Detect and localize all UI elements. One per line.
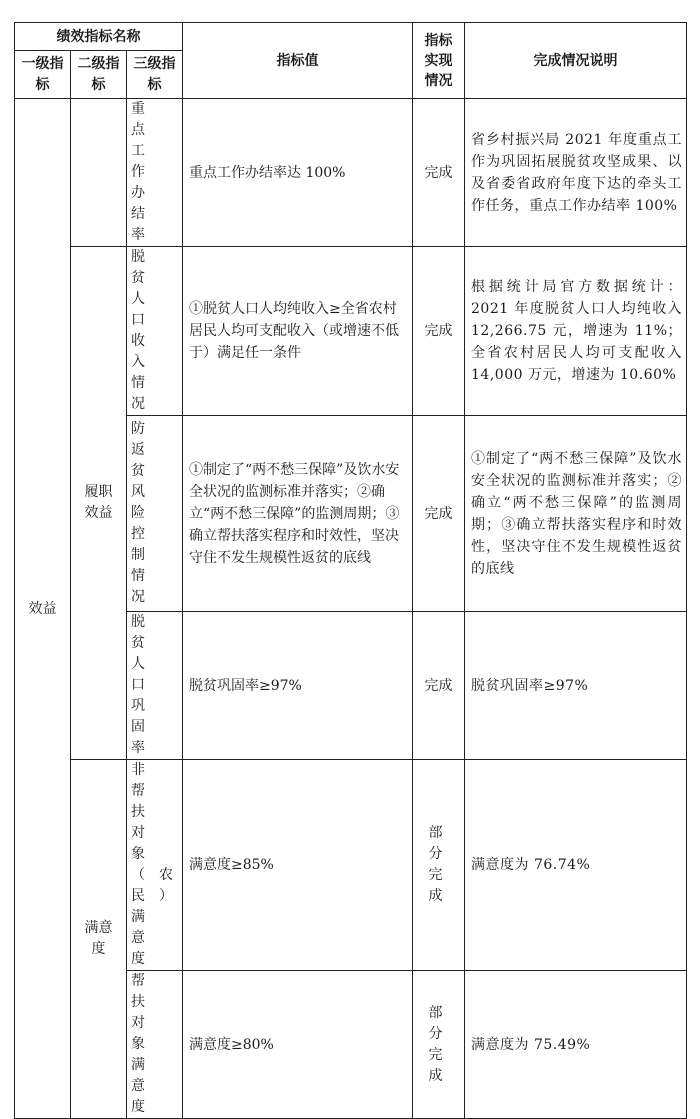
- status-cell: 完成: [413, 247, 465, 416]
- level2-duty-benefit: 履职效益: [71, 247, 127, 760]
- header-level2: 二级指标: [71, 51, 127, 99]
- level2-satisfaction: 满意度: [71, 760, 127, 1119]
- description-cell: 根据统计局官方数据统计：2021 年度脱贫人口人均纯收入 12,266.75 元，增速为 11%；全省农村居民人均可支配收入 14,000 万元，增速为 10.60%: [465, 247, 687, 416]
- indicator-value: ①制定了“两不愁三保障”及饮水安全状况的监测标准并落实；②确立“两不愁三保障”的监测周期；③确立帮扶落实程序和时效性，坚决守住不发生规模性返贫的底线: [183, 416, 413, 612]
- status-cell: 完成: [413, 99, 465, 247]
- status-cell: 部分完成: [413, 971, 465, 1119]
- status-cell: 完成: [413, 416, 465, 612]
- table-row: [15, 247, 687, 416]
- level2-empty: [71, 99, 127, 247]
- status-cell: 完成: [413, 612, 465, 760]
- level3-cell: 帮扶对象满意度: [127, 971, 183, 1119]
- description-cell: 省乡村振兴局 2021 年度重点工作为巩固拓展脱贫攻坚成果、以及省委省政府年度下达的牵头工作任务，重点工作办结率 100%: [465, 99, 687, 247]
- description-cell: 满意度为 75.49%: [465, 971, 687, 1119]
- indicator-value: 满意度≥80%: [183, 971, 413, 1119]
- level3-cell: 脱贫人口收入情况: [127, 247, 183, 416]
- header-level1: 一级指标: [15, 51, 71, 99]
- status-cell: 部分完成: [413, 760, 465, 971]
- indicator-value: 脱贫巩固率≥97%: [183, 612, 413, 760]
- level1-benefit: 效益: [15, 99, 71, 1119]
- description-cell: 脱贫巩固率≥97%: [465, 612, 687, 760]
- table-row: [15, 99, 687, 247]
- header-completion-description: 完成情况说明: [465, 23, 687, 99]
- header-indicator-name: 绩效指标名称: [15, 23, 183, 51]
- level3-cell: 脱贫人口巩固率: [127, 612, 183, 760]
- description-cell: 满意度为 76.74%: [465, 760, 687, 971]
- header-level3: 三级指标: [127, 51, 183, 99]
- indicator-value: 满意度≥85%: [183, 760, 413, 971]
- level3-cell: 非帮扶对象（农民）满意度: [127, 760, 183, 971]
- header-achievement-status: 指标实现情况: [413, 23, 465, 99]
- indicator-value: 重点工作办结率达 100%: [183, 99, 413, 247]
- level3-cell: 重点工作办结率: [127, 99, 183, 247]
- performance-indicator-table: [14, 22, 687, 1119]
- indicator-value: ①脱贫人口人均纯收入≥全省农村居民人均可支配收入（或增速不低于）满足任一条件: [183, 247, 413, 416]
- level3-cell: 防返贫风险控制情况: [127, 416, 183, 612]
- header-indicator-value: 指标值: [183, 23, 413, 99]
- description-cell: ①制定了“两不愁三保障”及饮水安全状况的监测标准并落实；②确立“两不愁三保障”的监测周期；③确立帮扶落实程序和时效性，坚决守住不发生规模性返贫的底线: [465, 416, 687, 612]
- table-row: [15, 760, 687, 971]
